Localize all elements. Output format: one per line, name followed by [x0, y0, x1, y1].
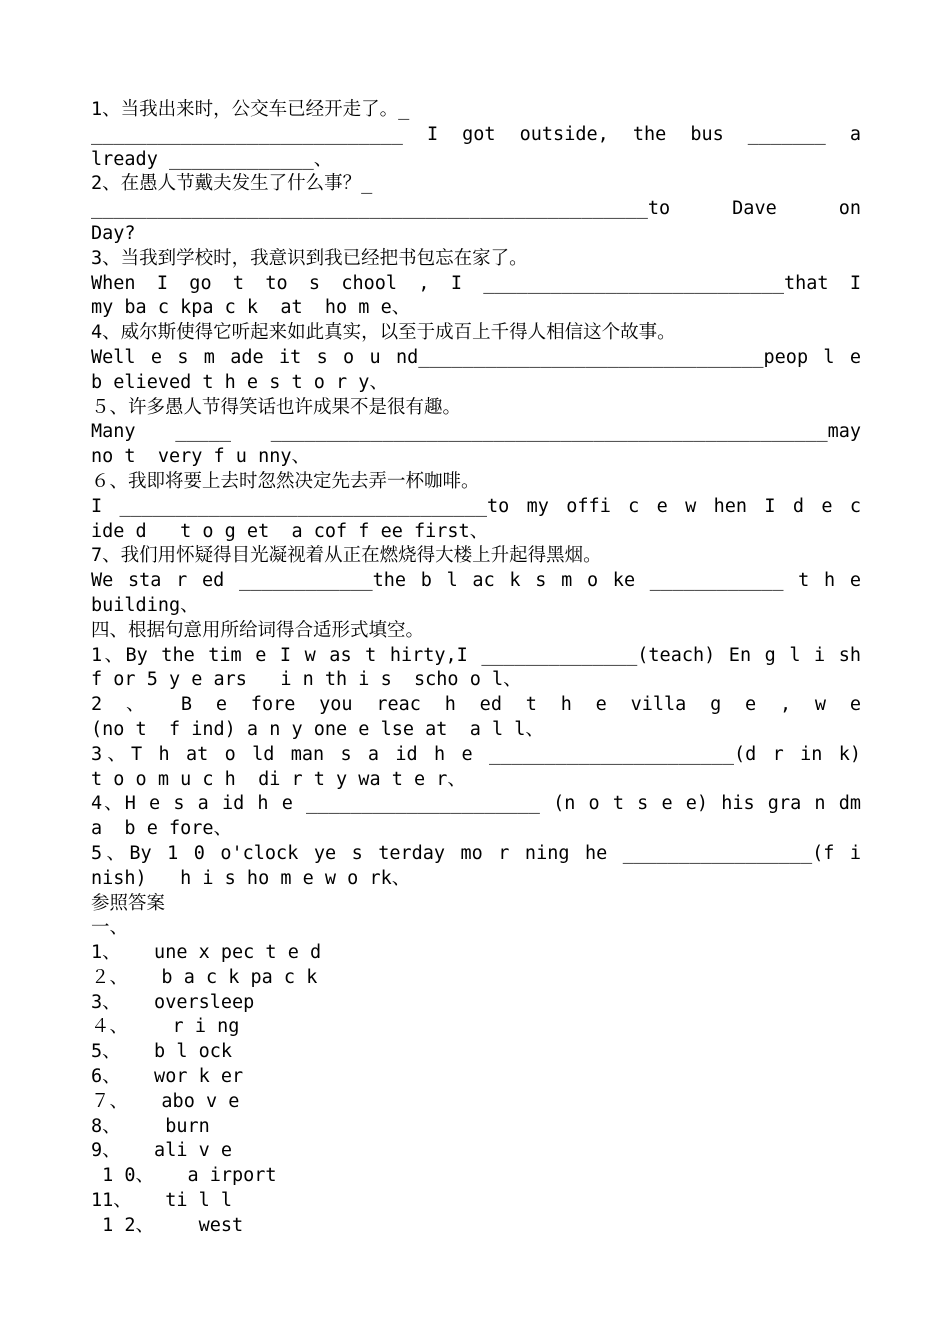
answer-3: 3、 oversleep	[91, 991, 255, 1013]
q2-chinese: 2、在愚人节戴夫发生了什么事？_	[91, 173, 373, 195]
answer-8: 8、 burn	[91, 1115, 210, 1137]
q4-chinese: 4、威尔斯使得它听起来如此真实，以至于成百上千得人相信这个故事。	[91, 322, 676, 344]
q5-chinese: ５、许多愚人节得笑话也许成果不是很有趣。	[91, 396, 462, 418]
document-text	[91, 98, 861, 1239]
q3-chinese: 3、当我到学校时，我意识到我已经把书包忘在家了。	[91, 247, 528, 269]
section4-heading: 四、根据句意用所给词得合适形式填空。	[91, 619, 425, 641]
answer-7: ７、 abo v e	[91, 1090, 240, 1112]
q7-english-part1: We sta r ed ____________the b l ac k s m o ke ____________ t h e	[91, 570, 861, 592]
s4-q2-part2: (no t f ind) a n y one e lse at a l l、	[91, 718, 544, 740]
s4-q4-part2: a b e fore、	[91, 818, 233, 840]
q7-chinese: 7、我们用怀疑得目光凝视着从正在燃烧得大楼上升起得黑烟。	[91, 545, 602, 567]
answer-6: 6、 wor k er	[91, 1066, 244, 1088]
q7-english-part2: building、	[91, 594, 199, 616]
answer-1: 1、 une x pec t e d	[91, 942, 322, 964]
s4-q3-part2: t o o m u c h di r t y wa t e r、	[91, 768, 466, 790]
answer-4: ４、 r i ng	[91, 1016, 240, 1038]
q2-english-part2: Day?	[91, 222, 136, 244]
q1-english-part1: ____________________________ I got outside, the bus _______ a	[91, 123, 861, 145]
q4-english-part2: b elieved t h e s t o r y、	[91, 371, 388, 393]
q5-english-part2: no t very f u nny、	[91, 446, 310, 468]
q4-english-part1: Well e s m ade it s o u nd_______________________________peop l e	[91, 346, 861, 368]
answer-2: ２、 b a c k pa c k	[91, 966, 318, 988]
answer-10: 1 0、 a irport	[91, 1165, 277, 1187]
answers-section-one: 一、	[91, 917, 129, 939]
q5-english-part1: Many _____ __________________________________________________may	[91, 421, 861, 443]
answer-5: 5、 b l ock	[91, 1041, 233, 1063]
s4-q5-part1: 5、By 1 0 o'clock ye s terday mo r ning he _________________(f i	[91, 842, 861, 864]
answers-heading: 参照答案	[91, 892, 166, 914]
answer-11: 11、 ti l l	[91, 1190, 233, 1212]
q2-english-part1: __________________________________________________to Dave on	[91, 198, 861, 220]
s4-q1-part2: f or 5 y e ars i n th i s scho o l、	[91, 669, 522, 691]
s4-q2-part1: 2 、 B e fore you reac h ed t h e villa g e , w e	[91, 694, 861, 716]
answer-9: 9、 ali v e	[91, 1140, 233, 1162]
s4-q3-part1: 3、T h at o ld man s a id h e ______________________(d r in k)	[91, 743, 861, 765]
q1-english-part2: lready _____________、	[91, 148, 333, 170]
answer-12: 1 2、 west	[91, 1214, 244, 1236]
s4-q5-part2: nish) h i s ho m e w o rk、	[91, 867, 411, 889]
q3-english-part1: When I go t to s chool , I ___________________________that I	[91, 272, 861, 294]
q6-chinese: ６、我即将要上去时忽然决定先去弄一杯咖啡。	[91, 470, 480, 492]
s4-q1-part1: 1、By the tim e I w as t hirty,I ______________(teach) En g l i sh	[91, 644, 861, 666]
s4-q4-part1: 4、H e s a id h e _____________________ (n o t s e e) his gra n dm	[91, 793, 861, 815]
q6-english-part1: I _________________________________to my offi c e w hen I d e c	[91, 495, 861, 517]
q1-chinese: 1、当我出来时，公交车已经开走了。_	[91, 99, 410, 120]
q6-english-part2: ide d t o g et a cof f ee first、	[91, 520, 489, 542]
q3-english-part2: my ba c kpa c k at ho m e、	[91, 297, 411, 319]
